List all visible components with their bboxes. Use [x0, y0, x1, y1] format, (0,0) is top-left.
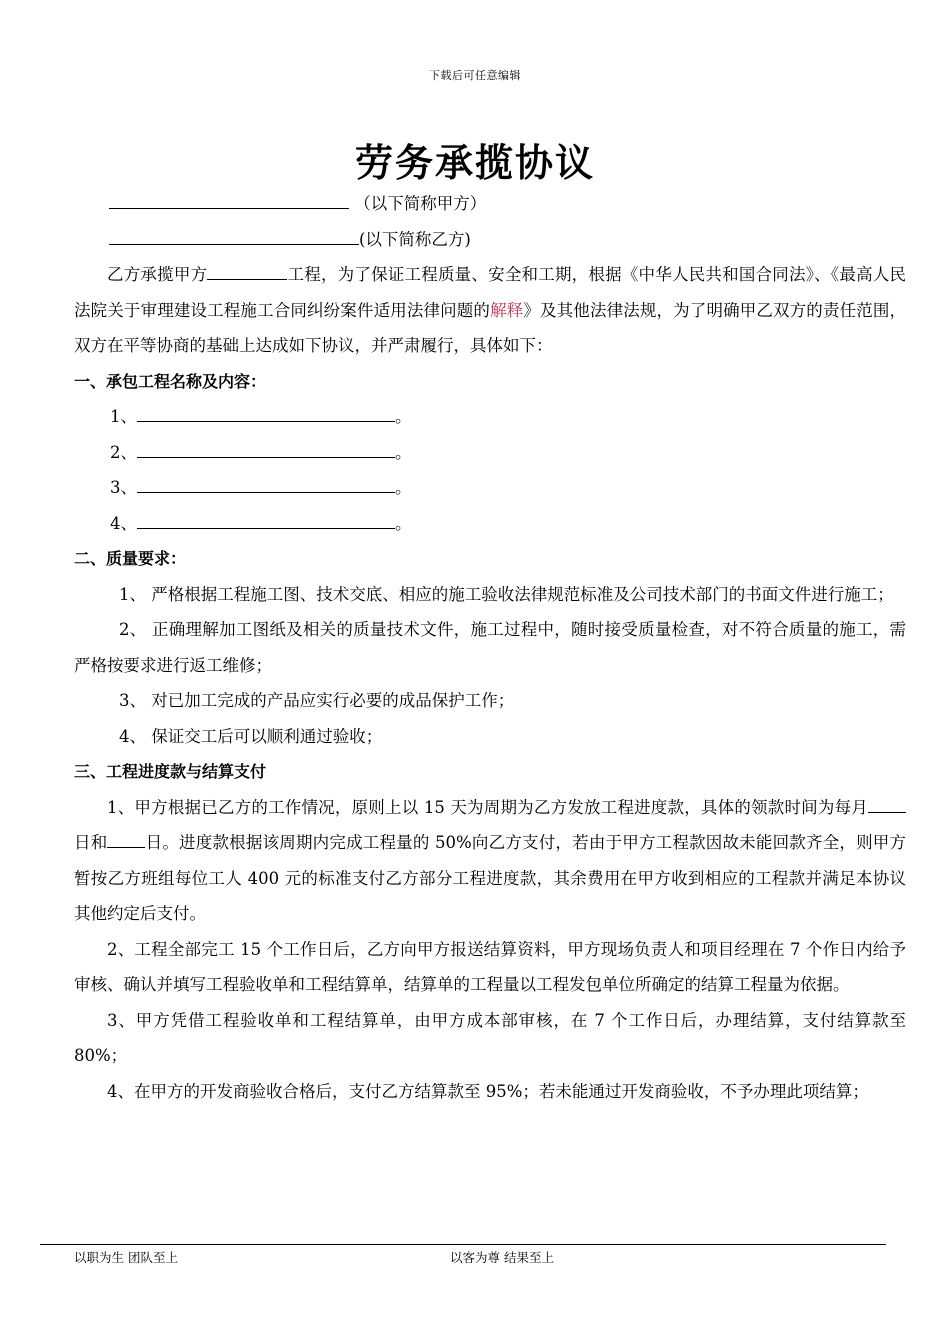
- day-blank-1: [868, 792, 906, 813]
- section3-paragraph-3: 3、甲方凭借工程验收单和工程结算单，由甲方成本部审核，在 7 个工作日后，办理结算，支付结算款至 80%；: [74, 1010, 906, 1065]
- party-b-suffix: (以下简称乙方): [359, 229, 471, 249]
- section1-heading: 一、承包工程名称及内容：: [74, 371, 267, 391]
- section2-item-2: 2、 正确理解加工图纸及相关的质量技术文件，施工过程中，随时接受质量检查，对不符合质量的施工，需严格按要求进行返工维修；: [74, 620, 906, 675]
- header-note: 下载后可任意编辑: [429, 69, 521, 82]
- intro-text-1: 乙方承揽甲方: [107, 265, 208, 284]
- section2-item-4: 4、 保证交工后可以顺利通过验收；: [119, 726, 383, 746]
- intro-highlight: 解释: [490, 300, 524, 320]
- item-number: 4、: [110, 513, 137, 533]
- section3-paragraph-4: 4、在甲方的开发商验收合格后，支付乙方结算款至 95%；若未能通过开发商验收，不予办理此项结算；: [107, 1081, 869, 1101]
- section2-heading: 二、质量要求：: [74, 549, 187, 568]
- item-number: 1、: [110, 407, 137, 426]
- item-end-mark: 。: [395, 407, 412, 426]
- party-a-suffix: （以下简称甲方）: [354, 194, 487, 213]
- item-end-mark: 。: [395, 442, 412, 462]
- section1-item-2: [74, 435, 906, 471]
- project-name-blank: [207, 259, 287, 280]
- document-body: [74, 186, 906, 1109]
- footer-right-slogan: 以客为尊 结果至上: [450, 1250, 554, 1265]
- section1-item-4: [74, 506, 906, 542]
- item-end-mark: 。: [395, 513, 412, 533]
- intro-text-2: 工程，为了保证工程质量、安全和工期，根据《中华人民共和国合同法》、《最高人民法院关于审理建设工程施工合同纠纷案件适用法律问题的: [74, 265, 907, 320]
- item-end-mark: 。: [395, 478, 412, 497]
- party-a-line: [74, 186, 906, 222]
- section3-paragraph-2: 2、工程全部完工 15 个工作日后，乙方向甲方报送结算资料，甲方现场负责人和项目经理在 7 个作日内给予审核、确认并填写工程验收单和工程结算单，结算单的工程量以工程发包单位所确定的结算工程量为依据。: [74, 939, 906, 994]
- item-blank: [137, 437, 395, 458]
- party-b-line: [74, 222, 906, 258]
- item-blank: [137, 508, 395, 529]
- footer-left-slogan: 以职为生 团队至上: [74, 1250, 178, 1265]
- p1-text-a: 1、甲方根据已乙方的工作情况，原则上以 15 天为周期为乙方发放工程进度款，具体的领款时间为每月: [107, 797, 868, 817]
- intro-paragraph: [74, 257, 906, 364]
- party-b-blank: [109, 224, 359, 245]
- p1-text-c: 日。进度款根据该周期内完成工程量的 50%向乙方支付，若由于甲方工程款因故未能回款齐全，则甲方暂按乙方班组每位工人 400 元的标准支付乙方部分工程进度款，其余费用在甲方收到相应的工程款并满足本协议其他约定后支付。: [74, 833, 907, 923]
- item-number: 2、: [110, 442, 137, 462]
- item-blank: [137, 401, 395, 422]
- section3-heading: 三、工程进度款与结算支付: [74, 762, 267, 781]
- section2-item-3: 3、 对已加工完成的产品应实行必要的成品保护工作；: [119, 691, 515, 710]
- section3-paragraph-1: [74, 790, 906, 932]
- party-a-blank: [109, 188, 349, 209]
- item-number: 3、: [110, 478, 137, 497]
- item-blank: [137, 472, 395, 493]
- section1-item-3: [74, 470, 906, 506]
- document-title: 劳务承揽协议: [354, 141, 595, 185]
- p1-text-b: 日和: [74, 833, 108, 852]
- section2-item-1: 1、 严格根据工程施工图、技术交底、相应的施工验收法律规范标准及公司技术部门的书面文件进行施工；: [119, 584, 894, 604]
- footer-divider: [40, 1244, 886, 1245]
- intro-text-3: 》及其他法律法规，为了明确甲乙双方的责任范围，双方在平等协商的基础上达成如下协议，并严肃履行，具体如下：: [74, 300, 907, 355]
- section1-item-1: [74, 399, 906, 435]
- day-blank-2: [107, 827, 145, 848]
